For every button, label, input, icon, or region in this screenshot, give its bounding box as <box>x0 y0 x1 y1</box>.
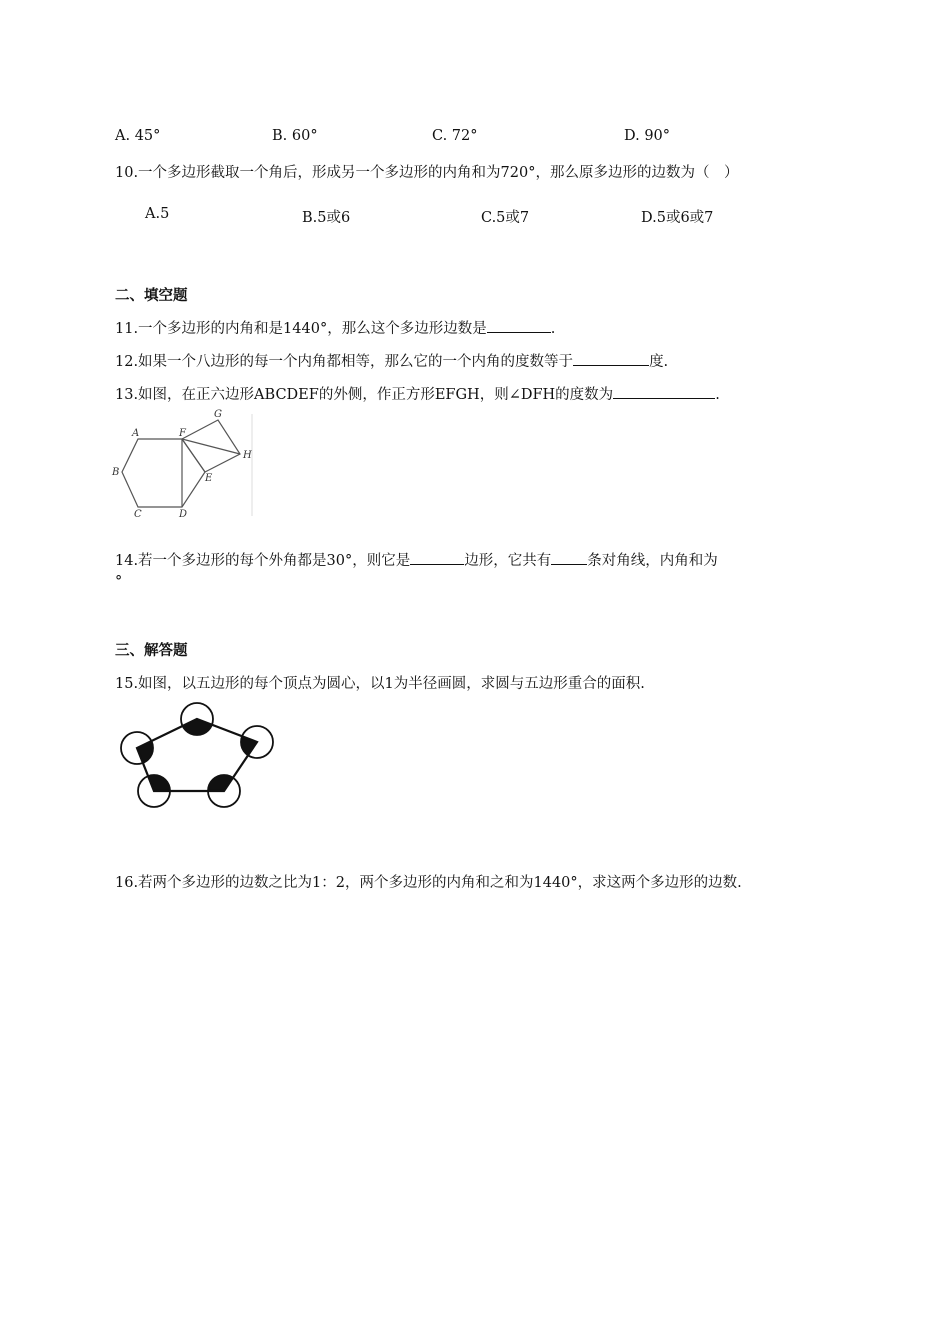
q12 <box>115 350 668 371</box>
label-c: C <box>134 509 142 520</box>
q14-text-2: 边形，它共有 <box>464 553 552 569</box>
label-e: E <box>205 473 213 484</box>
q10-option-c: C.5或7 <box>481 210 530 226</box>
q12-end: 度. <box>649 354 669 370</box>
q12-blank[interactable] <box>573 351 649 366</box>
hexagon-shape <box>122 439 205 507</box>
q13-hexagon-square-figure <box>110 408 260 523</box>
q9-option-c: C. 72° <box>432 128 478 144</box>
q9-option-a: A. 45° <box>115 128 161 144</box>
q15-pentagon-circles-figure <box>112 700 282 812</box>
q11-blank[interactable] <box>487 318 551 333</box>
q10-option-d: D.5或6或7 <box>641 210 714 226</box>
label-b: B <box>112 467 120 478</box>
q11-end: . <box>550 321 556 337</box>
q14 <box>115 549 718 570</box>
q11-text: 11.一个多边形的内角和是1440°，那么这个多边形边数是 <box>115 321 487 337</box>
label-f: F <box>179 428 186 439</box>
q12-text: 12.如果一个八边形的每一个内角都相等，那么它的一个内角的度数等于 <box>115 354 574 370</box>
q14-text-1: 14.若一个多边形的每个外角都是30°，则它是 <box>115 553 411 569</box>
q10-option-b: B.5或6 <box>302 210 351 226</box>
q13-text: 13.如图，在正六边形ABCDEF的外侧，作正方形EFGH，则∠DFH的度数为 <box>115 387 614 403</box>
q10-option-a: A.5 <box>145 206 170 222</box>
section-answer-title: 三、解答题 <box>115 643 188 659</box>
q14-degree: ° <box>115 574 123 590</box>
q14-blank-1[interactable] <box>410 550 464 565</box>
label-d: D <box>179 509 188 520</box>
q10-stem: 10.一个多边形截取一个角后，形成另一个多边形的内角和为720°，那么原多边形的边数为（ ） <box>115 165 739 181</box>
q15-stem: 15.如图，以五边形的每个顶点为圆心，以1为半径画圆，求圆与五边形重合的面积. <box>115 676 645 692</box>
label-a: A <box>132 428 140 439</box>
q9-option-b: B. 60° <box>272 128 318 144</box>
q13 <box>115 383 720 404</box>
q14-text-3: 条对角线，内角和为 <box>587 553 718 569</box>
q13-blank[interactable] <box>613 384 715 399</box>
section-fill-in-title: 二、填空题 <box>115 288 188 304</box>
label-g: G <box>214 409 222 420</box>
q16-stem: 16.若两个多边形的边数之比为1：2，两个多边形的内角和之和为1440°，求这两个多边形的边数. <box>115 875 742 891</box>
q9-option-d: D. 90° <box>624 128 671 144</box>
q13-end: . <box>715 387 720 403</box>
label-h: H <box>243 450 252 461</box>
q14-blank-2[interactable] <box>551 550 587 565</box>
q11 <box>115 317 555 338</box>
